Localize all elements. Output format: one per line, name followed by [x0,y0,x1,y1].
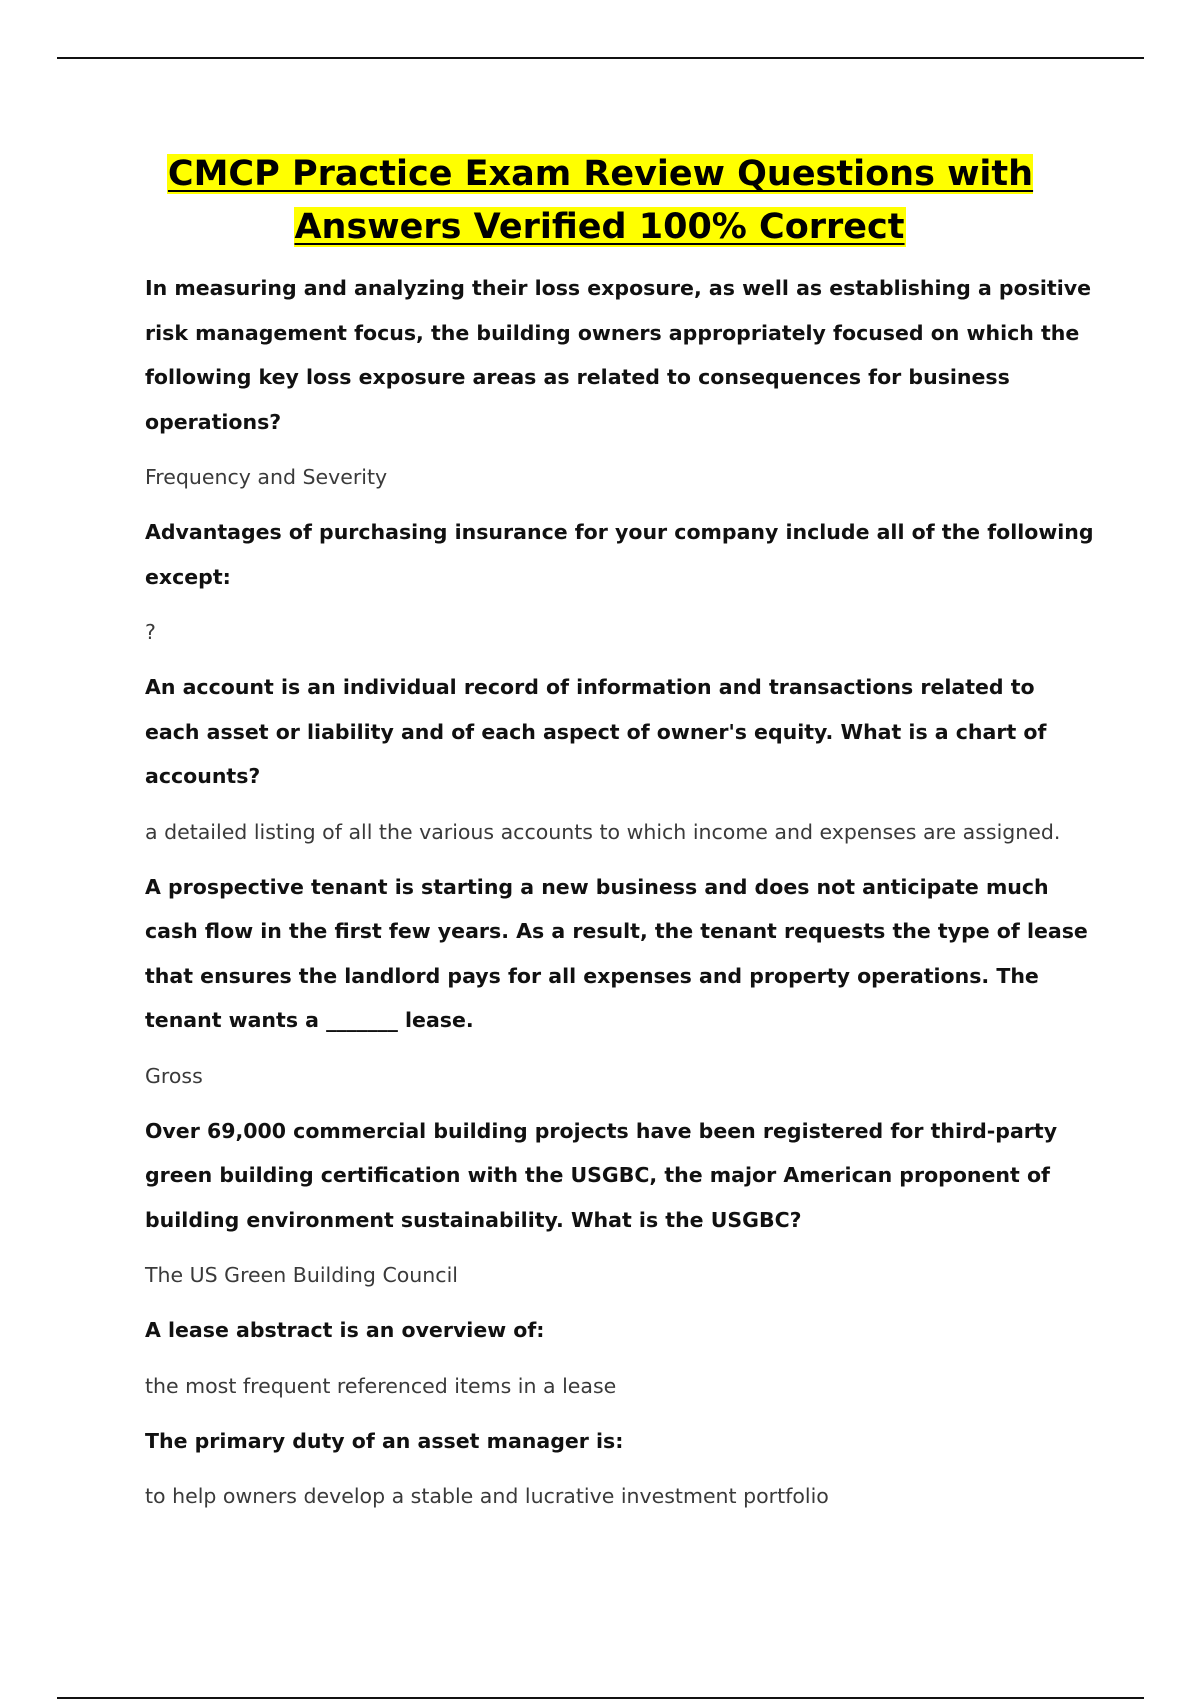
document-title-text: CMCP Practice Exam Review Questions with Answers Verified 100% Correct [167,154,1034,247]
qa-item-5 [145,1109,1095,1291]
answer-text: ? [145,620,156,644]
qa-item-7 [145,1419,1095,1512]
qa-item-1 [145,266,1095,492]
question-text: Over 69,000 commercial building projects have been registered for third-party green building certification with the USGBC, the major American proponent of building environment sustainability. What is the USGBC? [145,1118,1058,1232]
question-text: The primary duty of an asset manager is: [145,1428,624,1453]
qa-item-3 [145,665,1095,847]
qa-item-2 [145,510,1095,647]
qa-item-4 [145,865,1095,1091]
qa-item-6 [145,1308,1095,1401]
question-text: Advantages of purchasing insurance for your company include all of the following except: [145,520,1094,589]
question-text: An account is an individual record of information and transactions related to each asset or liability and of each aspect of owner's equity. What is a chart of accounts? [145,675,1047,788]
question-text: A prospective tenant is starting a new business and does not anticipate much cash flow in the first few years. As a result, the tenant requests the type of lease that ensures the landlord pays for all expenses and property operations. The tenant wants a _______ lease. [145,874,1088,1032]
page-top-rule [57,57,1144,59]
question-text: In measuring and analyzing their loss exposure, as well as establishing a positive risk management focus, the building owners appropriately focused on which the following key loss exposure areas as related to consequences for business operations? [145,276,1092,434]
document-title [100,148,1100,254]
answer-text: Gross [145,1063,203,1088]
answer-text: a detailed listing of all the various accounts to which income and expenses are assigned. [145,819,1061,844]
question-text: A lease abstract is an overview of: [145,1318,545,1342]
answer-text: the most frequent referenced items in a lease [145,1373,617,1398]
answer-text: The US Green Building Council [145,1263,458,1287]
page-bottom-rule [57,1697,1144,1699]
answer-text: to help owners develop a stable and lucrative investment portfolio [145,1484,829,1508]
answer-text: Frequency and Severity [145,465,388,489]
qa-list [145,266,1095,1529]
